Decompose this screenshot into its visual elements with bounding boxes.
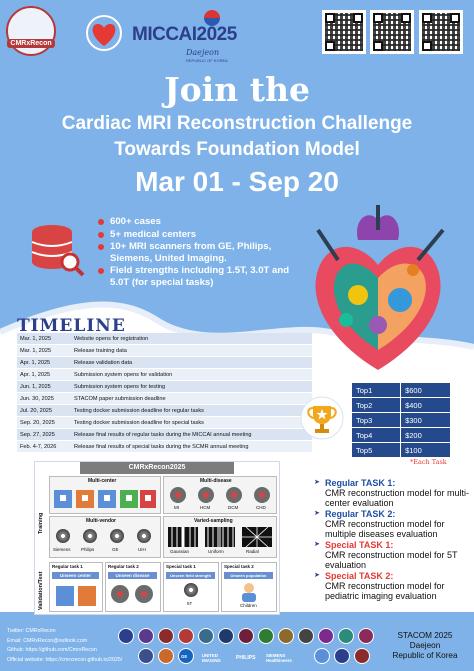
table-row <box>17 345 312 357</box>
multi-center-panel <box>49 476 161 514</box>
miccai-country: REPUBLIC OF KOREA <box>186 58 228 63</box>
anatomical-heart-illustration <box>298 200 458 380</box>
sampling-label: Uniform <box>208 549 224 554</box>
table-row <box>17 429 312 441</box>
university-seal-icon <box>258 628 274 644</box>
prize-note: *Each Task <box>410 458 447 466</box>
diagram-title: CMRxRecon2025 <box>80 462 234 474</box>
sampling-label: Radial <box>246 549 259 554</box>
miccai-city: Daejeon <box>186 48 220 57</box>
timeline-date: Mar. 1, 2025 <box>17 333 71 345</box>
timeline-date: Feb. 4-7, 2026 <box>17 441 71 453</box>
task-sub: Unseen field strength <box>166 572 215 579</box>
task-sub: Unseen population <box>224 572 273 579</box>
university-seal-icon <box>178 628 194 644</box>
mri-scanner-icon <box>184 583 198 597</box>
cmrxrecon-logo <box>6 6 56 56</box>
contact-info <box>7 627 122 665</box>
task-sub-detail: 5T <box>187 601 193 606</box>
timeline-event: Release training data <box>71 345 312 357</box>
mri-scanner-icon <box>137 529 151 543</box>
prize-rank: Top4 <box>352 428 401 443</box>
university-seal-icon <box>138 628 154 644</box>
twitter-link[interactable]: Twitter: CMRxRecon <box>7 628 56 634</box>
challenge-title-line2: Towards Foundation Model <box>114 139 360 160</box>
vendor-label: Philips <box>81 547 95 552</box>
sponsor-united-imaging: UNITED IMAGING <box>202 653 221 663</box>
university-seal-icon <box>298 628 314 644</box>
highlight-item: 10+ MRI scanners from GE, Philips, Siemens, United Imaging. <box>96 241 296 264</box>
training-label: Training <box>38 512 44 534</box>
table-row <box>17 405 312 417</box>
table-row <box>352 428 450 443</box>
table-row <box>352 443 450 458</box>
timeline-event: STACOM paper submission deadline <box>71 393 312 405</box>
university-seal-icon <box>238 628 254 644</box>
multi-disease-panel <box>163 476 277 514</box>
task-header: Regular task 1 <box>52 564 83 569</box>
prize-rank: Top5 <box>352 443 401 458</box>
multi-disease-label: Multi-disease <box>200 478 232 484</box>
qr-code-github[interactable] <box>370 10 414 54</box>
venue-info <box>380 631 470 661</box>
disease-label: HCM <box>200 505 211 510</box>
mri-scanner-icon <box>83 529 97 543</box>
website-link[interactable]: Official website: https://cmrxrecon.github.io/2025/ <box>7 656 123 663</box>
table-row <box>17 441 312 453</box>
timeline-event: Release final results of special tasks during the SCMR annual meeting <box>71 441 312 453</box>
validation-test-label: Validation/Test <box>38 571 44 610</box>
task-title: ➤ Regular TASK 1: <box>325 478 396 488</box>
partner-logos <box>118 626 376 668</box>
prize-rank: Top2 <box>352 398 401 413</box>
task-description: CMR reconstruction model for multi-center evaluation <box>325 488 470 508</box>
challenge-dates: Mar 01 - Sep 20 <box>135 166 339 197</box>
university-seal-icon <box>334 648 350 664</box>
prize-amount: $300 <box>401 413 450 428</box>
multi-vendor-label: Multi-vendor <box>86 518 116 524</box>
disease-label: DCM <box>228 505 239 510</box>
table-row <box>17 417 312 429</box>
task-description: CMR reconstruction model for 5T evaluation <box>325 550 458 570</box>
timeline-date: Jun. 1, 2025 <box>17 381 71 393</box>
timeline-heading: TIMELINE <box>17 316 126 336</box>
disease-label: MI <box>174 505 179 510</box>
task-sub: Unseen center <box>52 572 99 579</box>
sponsor-ge: GE <box>181 654 188 659</box>
timeline-date: Apr. 1, 2025 <box>17 357 71 369</box>
mri-scanner-icon <box>110 529 124 543</box>
hospital-icon <box>54 582 98 608</box>
special-task2-panel <box>221 562 277 612</box>
highlight-item: 5+ medical centers <box>96 229 296 241</box>
challenge-framework-diagram <box>34 461 280 615</box>
venue-country: Republic of Korea <box>392 651 458 660</box>
university-seal-icon <box>158 628 174 644</box>
timeline-event: Release validation data <box>71 357 312 369</box>
prize-table <box>352 383 450 458</box>
special-task1-panel <box>163 562 219 612</box>
prize-amount: $100 <box>401 443 450 458</box>
vendor-label: UIH <box>138 547 146 552</box>
task-header: Special task 1 <box>166 564 196 569</box>
mri-scanner-icon <box>56 529 70 543</box>
table-row <box>17 357 312 369</box>
timeline-date: Sep. 20, 2025 <box>17 417 71 429</box>
prize-rank: Top1 <box>352 383 401 398</box>
regular-task1-panel <box>49 562 103 612</box>
prize-amount: $600 <box>401 383 450 398</box>
vendor-label: GE <box>112 547 119 552</box>
join-heading: Join the <box>164 70 310 109</box>
university-seal-icon <box>218 628 234 644</box>
heart-scans-icon <box>166 486 274 504</box>
email-link[interactable]: Email: CMRxRecon@outlook.com <box>7 637 88 644</box>
heart-scans-icon <box>110 583 156 605</box>
child-patient-icon <box>234 582 264 602</box>
table-row <box>17 369 312 381</box>
disease-label: CHD <box>256 505 266 510</box>
trophy-icon <box>300 396 344 440</box>
timeline-event: Testing docker submission deadline for regular tasks <box>71 405 312 417</box>
task-sub: Unseen disease <box>108 572 157 579</box>
university-seal-icon <box>278 628 294 644</box>
prize-rank: Top3 <box>352 413 401 428</box>
task-description: CMR reconstruction model for multiple diseases evaluation <box>325 519 445 539</box>
university-seal-icon <box>318 628 334 644</box>
table-row <box>17 393 312 405</box>
highlight-item: 600+ cases <box>96 216 296 228</box>
timeline-date: Sep. 27, 2025 <box>17 429 71 441</box>
prize-amount: $200 <box>401 428 450 443</box>
timeline-table <box>17 333 312 453</box>
task-title: ➤ Special TASK 1: <box>325 540 394 550</box>
venue-city: Daejeon <box>409 641 441 650</box>
timeline-event: Website opens for registration <box>71 333 312 345</box>
timeline-date: Mar. 1, 2025 <box>17 345 71 357</box>
university-seal-icon <box>354 648 370 664</box>
sampling-label: Gaussian <box>170 549 190 554</box>
task-title: ➤ Regular TASK 2: <box>325 509 396 519</box>
timeline-event: Testing docker submission deadline for special tasks <box>71 417 312 429</box>
university-seal-icon <box>358 628 374 644</box>
task-item <box>314 478 474 508</box>
github-link[interactable]: Github: https://github.com/CmrxRecon <box>7 647 97 654</box>
timeline-event: Release final results of regular tasks during the MICCAI annual meeting <box>71 429 312 441</box>
timeline-date: Jun. 30, 2025 <box>17 393 71 405</box>
venue-event: STACOM 2025 <box>397 631 453 640</box>
table-row <box>352 383 450 398</box>
hospital-buildings-icon <box>52 486 158 510</box>
qr-code-website[interactable] <box>322 10 366 54</box>
table-row <box>17 381 312 393</box>
regular-task2-panel <box>105 562 161 612</box>
highlight-item: Field strengths including 1.5T, 3.0T and 5.0T (for special tasks) <box>96 265 296 288</box>
cmrxrecon-logo-text: CMRxRecon <box>7 39 54 48</box>
university-seal-icon <box>338 628 354 644</box>
sampling-masks-icon <box>168 527 272 547</box>
university-seal-icon <box>118 628 134 644</box>
task-header: Regular task 2 <box>108 564 139 569</box>
university-seal-icon <box>198 628 214 644</box>
timeline-event: Submission system opens for testing <box>71 381 312 393</box>
table-row <box>352 413 450 428</box>
challenge-title-line1: Cardiac MRI Reconstruction Challenge <box>61 113 413 134</box>
university-seal-icon <box>314 648 330 664</box>
varied-sampling-panel <box>163 516 277 558</box>
timeline-date: Apr. 1, 2025 <box>17 369 71 381</box>
task-title: ➤ Special TASK 2: <box>325 571 394 581</box>
table-row <box>17 333 312 345</box>
vendor-label: Siemens <box>53 547 71 552</box>
task-item <box>314 540 474 570</box>
prize-amount: $400 <box>401 398 450 413</box>
varied-sampling-label: Varied-sampling <box>194 518 233 524</box>
task-item <box>314 571 474 601</box>
qr-code-twitter[interactable] <box>419 10 463 54</box>
multi-vendor-panel <box>49 516 161 558</box>
highlights-list <box>96 216 296 289</box>
miccai-logo: MICCAI2025 <box>132 24 237 45</box>
sponsor-siemens: SIEMENS Healthineers <box>266 653 292 663</box>
task-description: CMR reconstruction model for pediatric imaging evaluation <box>325 581 445 601</box>
table-row <box>352 398 450 413</box>
sponsor-philips: PHILIPS <box>236 655 256 661</box>
university-seal-icon <box>158 648 174 664</box>
task-list <box>314 478 474 602</box>
timeline-event: Submission system opens for validation <box>71 369 312 381</box>
university-seal-icon <box>138 648 154 664</box>
multi-center-label: Multi-center <box>88 478 117 484</box>
heart-logo-icon <box>84 14 124 52</box>
task-sub-detail: Children <box>240 603 257 608</box>
database-search-icon <box>28 222 86 280</box>
task-item <box>314 509 474 539</box>
task-header: Special task 2 <box>224 564 254 569</box>
timeline-date: Jul. 20, 2025 <box>17 405 71 417</box>
